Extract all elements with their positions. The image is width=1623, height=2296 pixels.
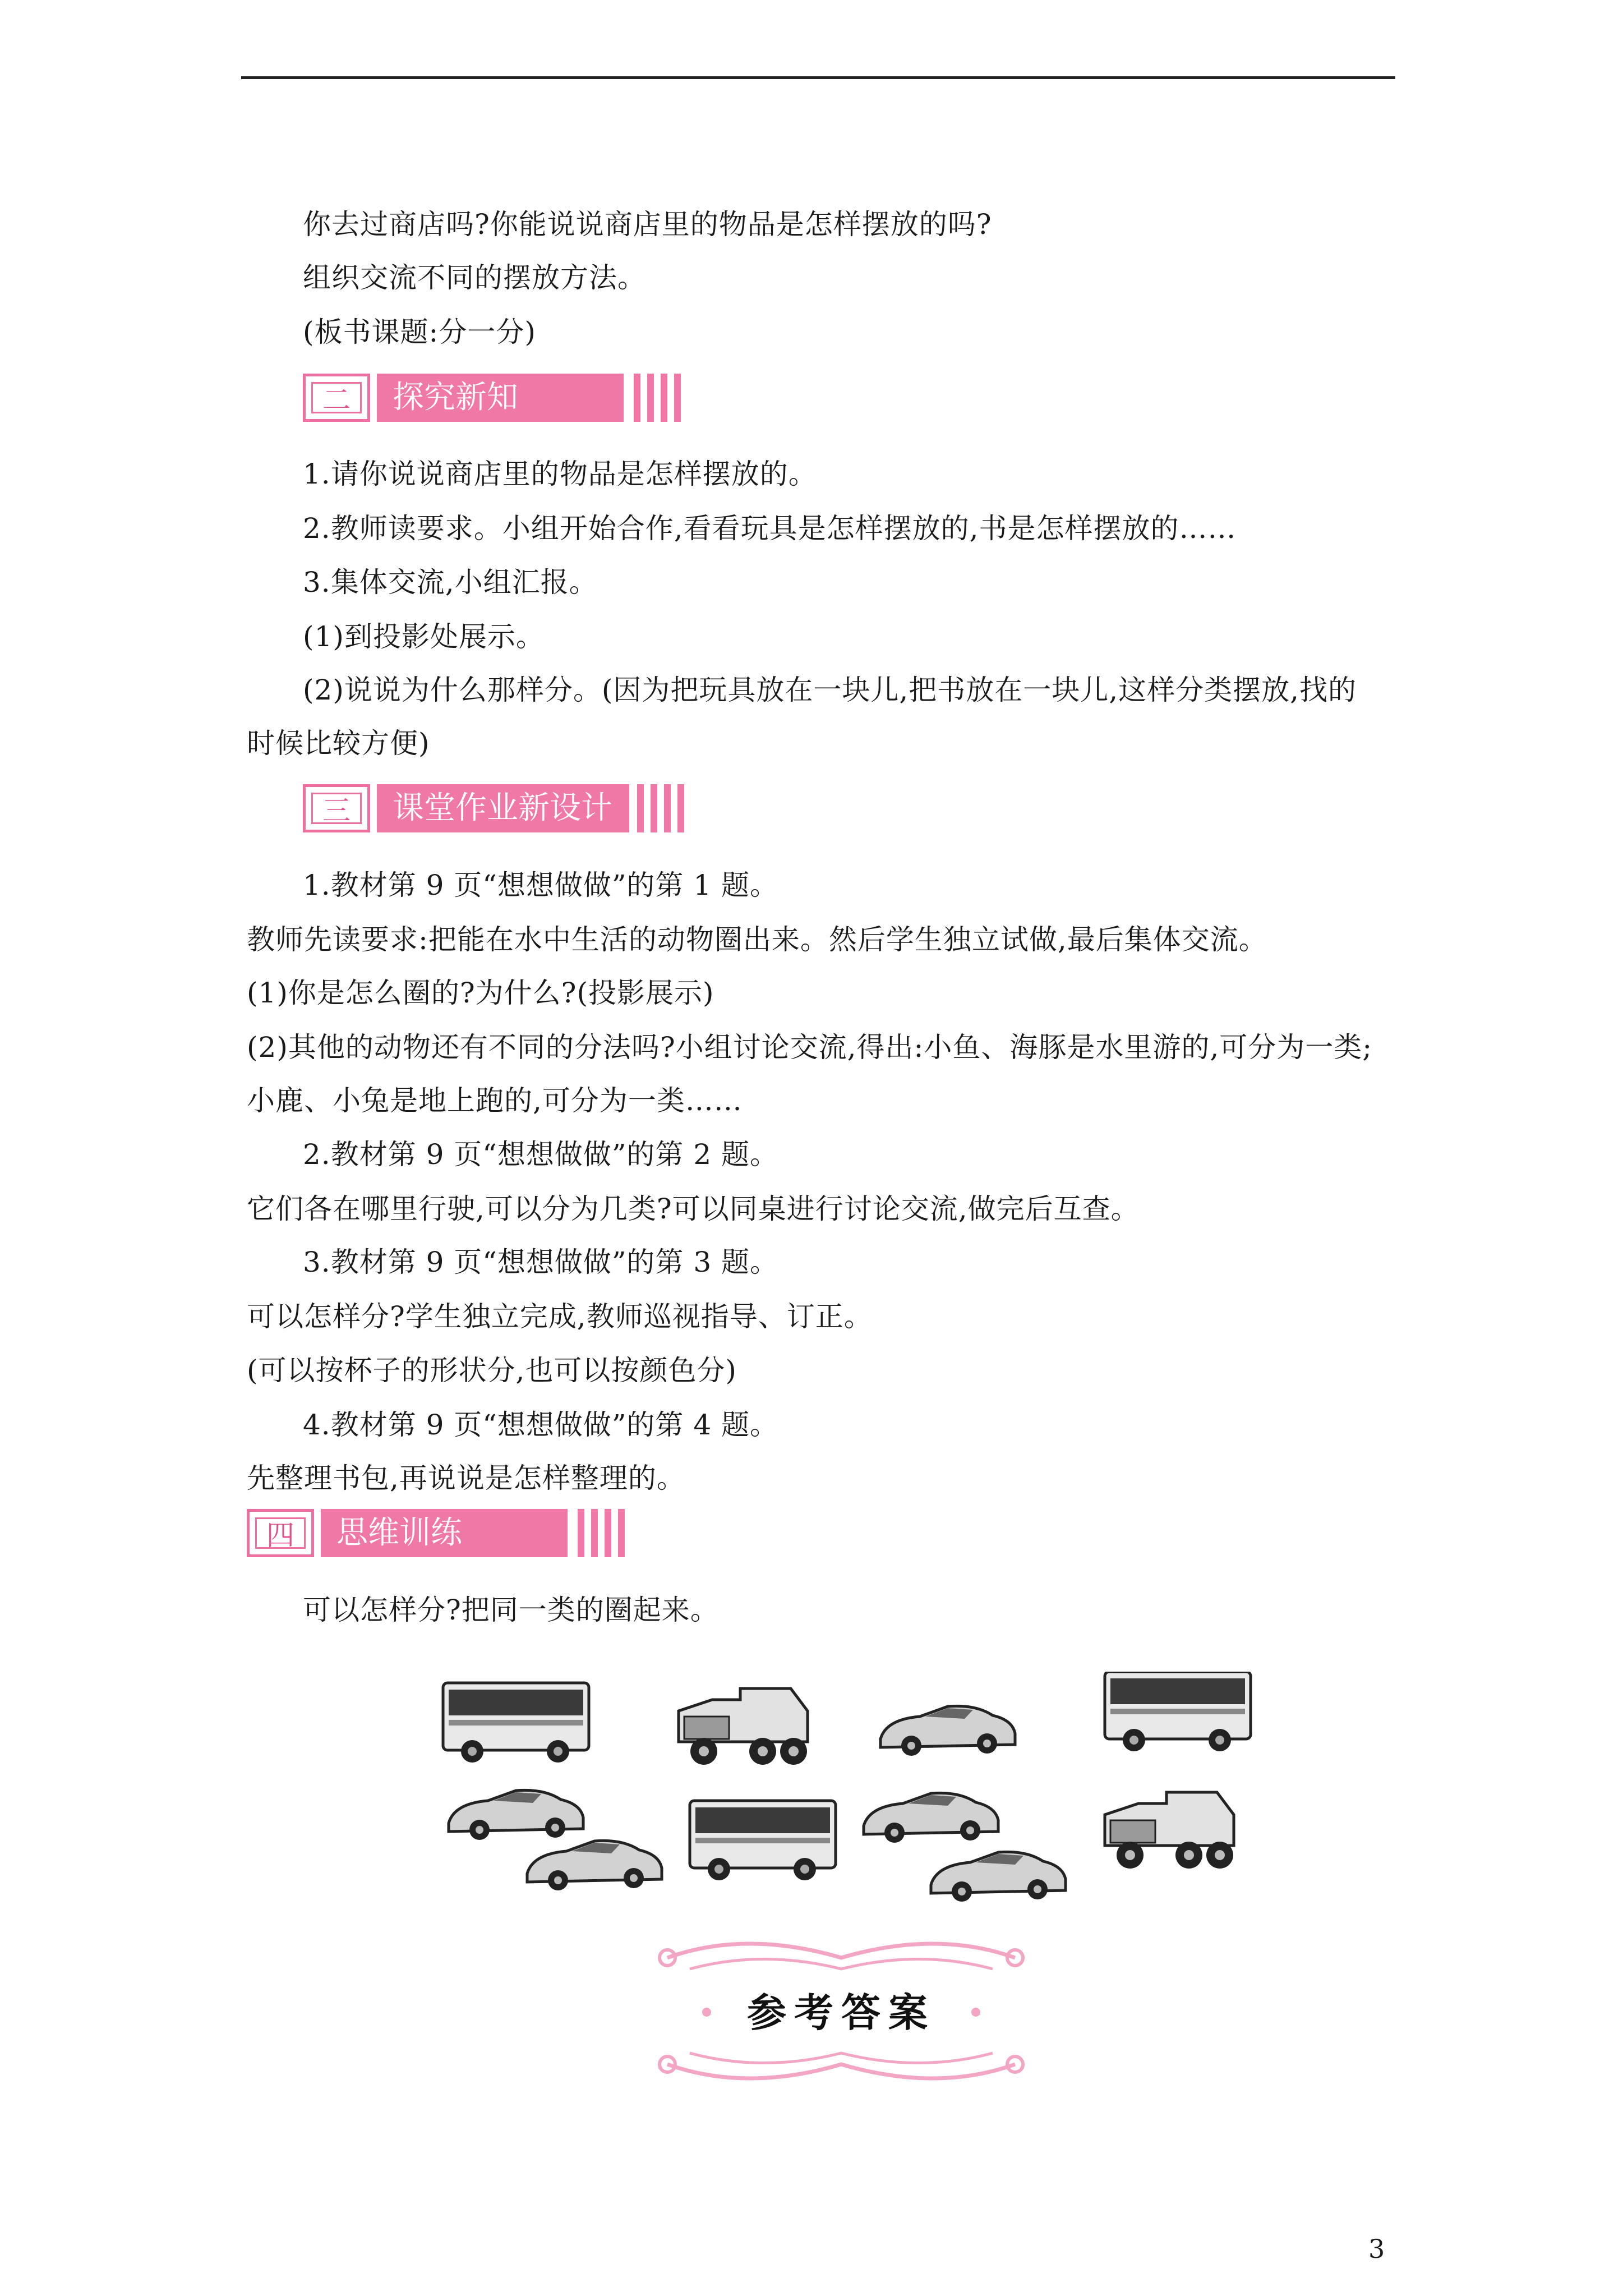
stripe-decoration bbox=[578, 1509, 584, 1557]
section-number: 四 bbox=[255, 1517, 306, 1549]
section-title: 思维训练 bbox=[336, 1515, 462, 1551]
section-title: 课堂作业新设计 bbox=[393, 790, 612, 826]
answer-title: 参考答案 bbox=[747, 1989, 935, 2036]
text-line: 可以怎样分?学生独立完成,教师巡视指导、订正。 bbox=[247, 1300, 873, 1333]
stripe-decoration bbox=[651, 784, 657, 832]
text-line: 时候比较方便) bbox=[247, 727, 430, 760]
text-line: 1.请你说说商店里的物品是怎样摆放的。 bbox=[303, 458, 817, 490]
bus-image bbox=[1105, 1672, 1251, 1751]
stripe-decoration bbox=[647, 374, 654, 422]
page-number: 3 bbox=[1368, 2234, 1385, 2264]
car-image bbox=[880, 1706, 1015, 1756]
car-image bbox=[449, 1790, 583, 1840]
bus-image bbox=[690, 1801, 836, 1880]
text-line: (2)说说为什么那样分。(因为把玩具放在一块儿,把书放在一块儿,这样分类摆放,找的 bbox=[303, 674, 1357, 706]
text-line: 先整理书包,再说说是怎样整理的。 bbox=[247, 1462, 685, 1494]
section-title: 探究新知 bbox=[393, 379, 518, 416]
top-rule bbox=[241, 76, 1395, 79]
text-line: 教师先读要求:把能在水中生活的动物圈出来。然后学生独立试做,最后集体交流。 bbox=[247, 923, 1267, 956]
text-line: 3.教材第 9 页“想想做做”的第 3 题。 bbox=[303, 1246, 779, 1278]
text-line: 3.集体交流,小组汇报。 bbox=[303, 566, 598, 599]
text-line: 可以怎样分?把同一类的圈起来。 bbox=[303, 1594, 719, 1626]
section-number-box bbox=[303, 784, 370, 832]
stripe-decoration bbox=[618, 1509, 625, 1557]
stripe-decoration bbox=[637, 784, 644, 832]
section-number-box bbox=[247, 1509, 314, 1557]
section-header-2 bbox=[303, 374, 684, 422]
section-number: 二 bbox=[311, 382, 362, 413]
section-title-bar bbox=[321, 1509, 568, 1557]
text-line: 1.教材第 9 页“想想做做”的第 1 题。 bbox=[303, 869, 779, 901]
stripe-decoration bbox=[664, 784, 671, 832]
car-image bbox=[931, 1852, 1066, 1902]
section-header-3 bbox=[303, 784, 684, 832]
answer-banner bbox=[656, 1935, 1026, 2087]
bus-image bbox=[443, 1683, 589, 1763]
text-line: 小鹿、小兔是地上跑的,可分为一类…… bbox=[247, 1084, 743, 1117]
stripe-decoration bbox=[661, 374, 667, 422]
text-line: (1)到投影处展示。 bbox=[303, 620, 545, 653]
section-title-bar bbox=[377, 784, 629, 832]
text-line: 组织交流不同的摆放方法。 bbox=[303, 261, 646, 294]
section-number-box bbox=[303, 374, 370, 422]
stripe-decoration bbox=[677, 784, 684, 832]
text-line: 2.教师读要求。小组开始合作,看看玩具是怎样摆放的,书是怎样摆放的…… bbox=[303, 512, 1237, 545]
section-title-bar bbox=[377, 374, 624, 422]
car-image bbox=[527, 1841, 662, 1890]
car-image bbox=[864, 1793, 998, 1843]
text-line: 它们各在哪里行驶,可以分为几类?可以同桌进行讨论交流,做完后互查。 bbox=[247, 1193, 1140, 1225]
text-line: (板书课题:分一分) bbox=[303, 316, 536, 348]
text-line: 4.教材第 9 页“想想做做”的第 4 题。 bbox=[303, 1409, 779, 1441]
section-number: 三 bbox=[311, 793, 362, 824]
truck-image bbox=[679, 1688, 808, 1765]
text-line: 你去过商店吗?你能说说商店里的物品是怎样摆放的吗? bbox=[303, 208, 992, 241]
vehicles-illustration bbox=[437, 1672, 1256, 1930]
section-header-4 bbox=[247, 1509, 628, 1557]
text-line: 2.教材第 9 页“想想做做”的第 2 题。 bbox=[303, 1138, 779, 1171]
truck-image bbox=[1105, 1792, 1234, 1869]
stripe-decoration bbox=[674, 374, 681, 422]
text-line: (2)其他的动物还有不同的分法吗?小组讨论交流,得出:小鱼、海豚是水里游的,可分为一类; bbox=[247, 1031, 1373, 1064]
stripe-decoration bbox=[591, 1509, 598, 1557]
stripe-decoration bbox=[634, 374, 640, 422]
stripe-decoration bbox=[605, 1509, 611, 1557]
text-line: (1)你是怎么圈的?为什么?(投影展示) bbox=[247, 977, 714, 1009]
text-line: (可以按杯子的形状分,也可以按颜色分) bbox=[247, 1354, 737, 1387]
